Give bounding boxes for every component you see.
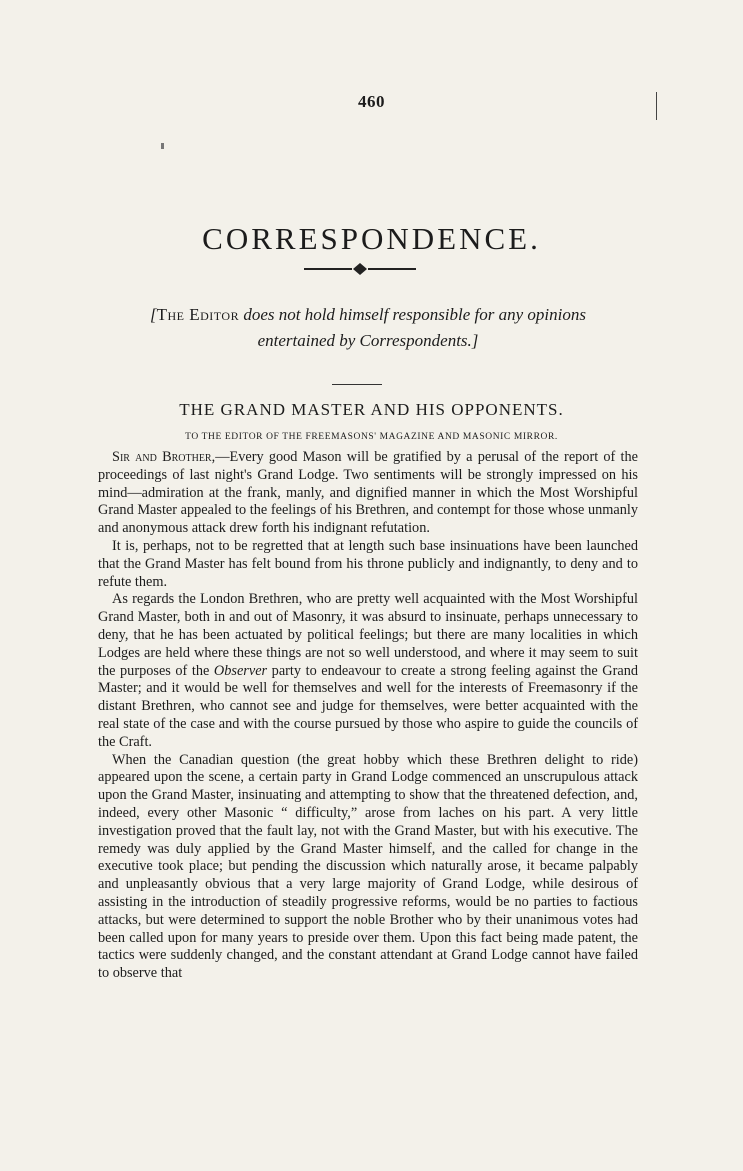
- paragraph-3: [98, 591, 638, 751]
- article-body: [98, 449, 638, 983]
- paragraph-1: [98, 449, 638, 538]
- paragraph-1-text: —Every good Mason will be gratified by a perusal of the report of the proceedings of last night's Grand Lodge. Two sentiments will be strongly impressed on his mind—admiration at the frank, manly, and dignified manner in which the Most Worshipful Grand Master appealed to the feelings of his Brethren, and contempt for those whose unmanly and anonymous attack drew forth his indignant refutation.: [98, 449, 639, 537]
- paragraph-3-rest: party to endeavour to create a strong feeling against the Grand Master; and it would be well for themselves and well for the interests of Freemasonry if the distant Brethren, who cannot see and judge for themselves, were better acquainted with the real state of the case and with the course pursued by those who aspire to guide the councils of the Craft.: [98, 662, 638, 750]
- ornament-divider-icon: [300, 262, 420, 276]
- paragraph-2: It is, perhaps, not to be regretted that at length such base insinuations have been launched that the Grand Master has felt bound from his throne publicly and indignantly, to deny and to refute them.: [98, 537, 638, 590]
- divider-rule: [332, 384, 382, 385]
- page-number: 460: [358, 92, 385, 111]
- notice-open-bracket: [: [149, 305, 157, 324]
- section-title: CORRESPONDENCE.: [202, 220, 541, 256]
- notice-close-bracket: ]: [471, 331, 479, 350]
- notice-text: does not hold himself responsible for any opinions entertained by Correspondents.: [239, 305, 586, 350]
- notice-editor-word: The Editor: [156, 305, 240, 324]
- article-addressee: TO THE EDITOR OF THE FREEMASONS' MAGAZINE AND MASONIC MIRROR.: [185, 432, 558, 442]
- observer-word: Observer: [213, 662, 268, 679]
- article-heading: THE GRAND MASTER AND HIS OPPONENTS.: [179, 400, 564, 419]
- editor-notice: [118, 302, 618, 354]
- page-edge-mark: [656, 92, 657, 120]
- paragraph-3-text: As regards the London Brethren, who are pretty well acquainted with the Most Worshipful Grand Master, both in and out of Masonry, it was absurd to insinuate, perhaps unnecessary to deny, that he has been actuated by political feelings; but there are many localities in which Lodges are held where these things are not so well understood, and where it may seem to suit the purposes of the: [98, 591, 638, 679]
- print-speck: [161, 143, 164, 149]
- paragraph-4: When the Canadian question (the great hobby which these Brethren delight to ride) appeared upon the scene, a certain party in Grand Lodge commenced an unscrupulous attack upon the Grand Master, insinuating and attempting to show that the threatened defection, and, indeed, every other Masonic “ difficulty,” arose from laches on his part. A very little investigation proved that the fault lay, not with the Grand Master, but with his executive. The remedy was duly applied by the Grand Master himself, and the called for change in the executive took place; but pending the discussion which naturally arose, it became palpably and unpleasantly obvious that a very large majority of Grand Lodge, while desirous of assisting in the introduction of steadily progressive reforms, would be no parties to factious attacks, but were determined to support the noble Brother who by their unanimous votes had been called upon for many years to preside over them. Upon this fact being made patent, the tactics were suddenly changed, and the constant attendant at Grand Lodge cannot have failed to observe that: [98, 751, 638, 982]
- salutation: Sir and Brother,: [112, 449, 216, 465]
